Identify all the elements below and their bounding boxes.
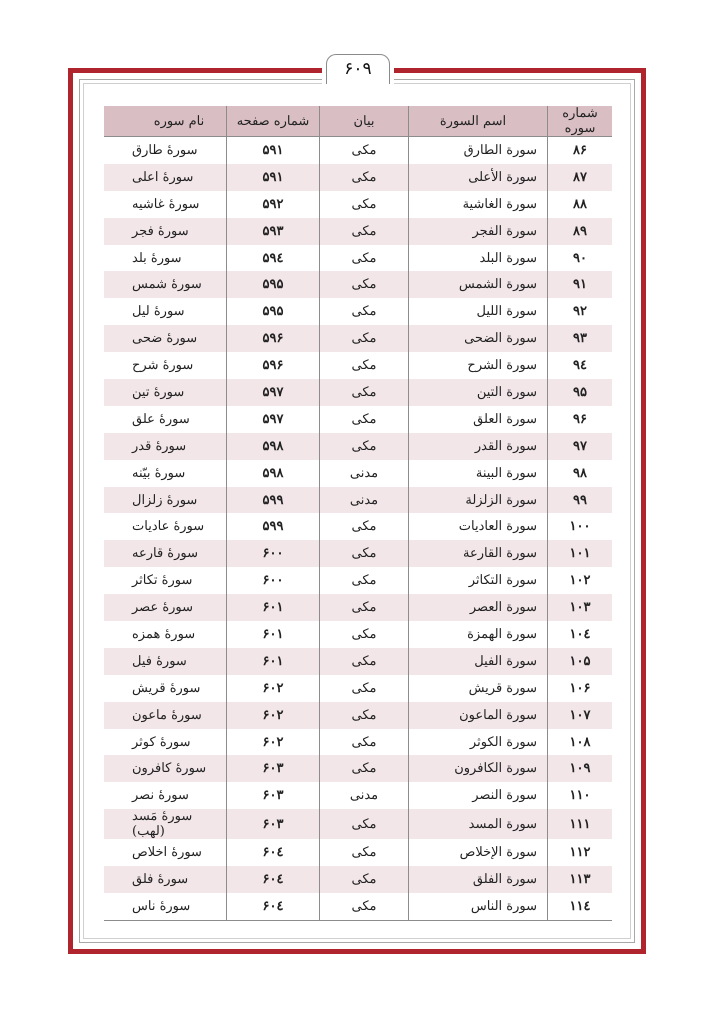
page-number: ۶۰۹ xyxy=(326,54,390,84)
cell-type: مکی xyxy=(320,594,409,621)
table-row xyxy=(104,702,612,729)
cell-name: سورهٔ همزه xyxy=(104,621,227,648)
cell-arabic-name: سورة التين xyxy=(409,379,548,406)
table-row xyxy=(104,379,612,406)
cell-type: مکی xyxy=(320,675,409,702)
cell-arabic-name: سورة الكافرون xyxy=(409,755,548,782)
surah-index-table xyxy=(104,106,612,921)
table-body xyxy=(104,137,612,921)
cell-number: ۱۰۷ xyxy=(548,702,613,729)
cell-type: مکی xyxy=(320,755,409,782)
cell-name: سورهٔ اخلاص xyxy=(104,839,227,866)
cell-number: ۹۹ xyxy=(548,487,613,514)
table-row xyxy=(104,325,612,352)
table-row xyxy=(104,137,612,164)
header-type: بیان xyxy=(320,106,409,137)
cell-page: ۶۰۱ xyxy=(227,594,320,621)
cell-page: ۵۹۱ xyxy=(227,164,320,191)
cell-arabic-name: سورة الليل xyxy=(409,298,548,325)
cell-page: ۶۰۰ xyxy=(227,567,320,594)
cell-number: ۹۷ xyxy=(548,433,613,460)
cell-arabic-name: سورة الفجر xyxy=(409,218,548,245)
cell-number: ۹۸ xyxy=(548,460,613,487)
cell-arabic-name: سورة البلد xyxy=(409,245,548,272)
table-row xyxy=(104,782,612,809)
cell-name: سورهٔ فیل xyxy=(104,648,227,675)
cell-number: ۱۰۶ xyxy=(548,675,613,702)
table-row xyxy=(104,809,612,839)
cell-type: مکی xyxy=(320,702,409,729)
cell-type: مکی xyxy=(320,513,409,540)
header-number: شماره سوره xyxy=(548,106,613,137)
cell-page: ۵۹۹ xyxy=(227,487,320,514)
cell-arabic-name: سورة الضحی xyxy=(409,325,548,352)
cell-type: مکی xyxy=(320,137,409,164)
table-row xyxy=(104,755,612,782)
cell-arabic-name: سورة الطارق xyxy=(409,137,548,164)
cell-page: ۶۰٤ xyxy=(227,866,320,893)
cell-number: ۸۹ xyxy=(548,218,613,245)
table-row xyxy=(104,298,612,325)
header-arabic-name: اسم السورة xyxy=(409,106,548,137)
cell-name: سورهٔ شرح xyxy=(104,352,227,379)
cell-name: سورهٔ بلد xyxy=(104,245,227,272)
cell-number: ۱۰٤ xyxy=(548,621,613,648)
cell-number: ۸۷ xyxy=(548,164,613,191)
table-row xyxy=(104,352,612,379)
table-row xyxy=(104,594,612,621)
cell-type: مکی xyxy=(320,540,409,567)
cell-number: ۱۱۰ xyxy=(548,782,613,809)
table-row xyxy=(104,271,612,298)
cell-page: ۶۰۳ xyxy=(227,809,320,839)
cell-name: سورهٔ نصر xyxy=(104,782,227,809)
cell-name: سورهٔ قریش xyxy=(104,675,227,702)
cell-number: ۸۶ xyxy=(548,137,613,164)
table-row xyxy=(104,164,612,191)
cell-arabic-name: سورة الفيل xyxy=(409,648,548,675)
cell-page: ۵۹۶ xyxy=(227,325,320,352)
cell-arabic-name: سورة الزلزلة xyxy=(409,487,548,514)
cell-name: سورهٔ عادیات xyxy=(104,513,227,540)
cell-name: سورهٔ عصر xyxy=(104,594,227,621)
cell-type: مکی xyxy=(320,729,409,756)
cell-name: سورهٔ اعلی xyxy=(104,164,227,191)
cell-arabic-name: سورة الهمزة xyxy=(409,621,548,648)
cell-page: ۵۹۶ xyxy=(227,352,320,379)
header-name: نام سوره xyxy=(104,106,227,137)
cell-number: ۹۲ xyxy=(548,298,613,325)
cell-type: مکی xyxy=(320,271,409,298)
cell-name: سورهٔ کوثر xyxy=(104,729,227,756)
table-row xyxy=(104,621,612,648)
table-row xyxy=(104,460,612,487)
cell-type: مکی xyxy=(320,191,409,218)
cell-page: ۵۹۱ xyxy=(227,137,320,164)
cell-arabic-name: سورة الأعلی xyxy=(409,164,548,191)
cell-page: ۵۹۲ xyxy=(227,191,320,218)
cell-type: مکی xyxy=(320,621,409,648)
cell-name: سورهٔ تکاثر xyxy=(104,567,227,594)
cell-number: ۱۱۲ xyxy=(548,839,613,866)
cell-number: ۹۰ xyxy=(548,245,613,272)
table-row xyxy=(104,218,612,245)
cell-page: ۵۹۹ xyxy=(227,513,320,540)
cell-arabic-name: سورة القارعة xyxy=(409,540,548,567)
cell-type: مکی xyxy=(320,893,409,920)
cell-type: مکی xyxy=(320,866,409,893)
cell-name: سورهٔ غاشیه xyxy=(104,191,227,218)
table-row xyxy=(104,567,612,594)
cell-name: سورهٔ ماعون xyxy=(104,702,227,729)
table-row xyxy=(104,866,612,893)
table-row xyxy=(104,487,612,514)
cell-number: ۹۵ xyxy=(548,379,613,406)
cell-page: ۵۹۳ xyxy=(227,218,320,245)
cell-number: ۱۰۲ xyxy=(548,567,613,594)
cell-type: مکی xyxy=(320,164,409,191)
cell-number: ۹۶ xyxy=(548,406,613,433)
cell-page: ۶۰۱ xyxy=(227,648,320,675)
cell-page: ۵۹۷ xyxy=(227,379,320,406)
cell-number: ۱۱۳ xyxy=(548,866,613,893)
cell-name: سورهٔ بیّنه xyxy=(104,460,227,487)
cell-type: مدنی xyxy=(320,487,409,514)
cell-arabic-name: سورة الفلق xyxy=(409,866,548,893)
cell-name: سورهٔ شمس xyxy=(104,271,227,298)
table-row xyxy=(104,648,612,675)
cell-arabic-name: سورة القدر xyxy=(409,433,548,460)
cell-page: ۶۰۳ xyxy=(227,782,320,809)
table-row xyxy=(104,540,612,567)
cell-page: ۵۹۸ xyxy=(227,433,320,460)
cell-page: ۶۰۰ xyxy=(227,540,320,567)
table-row xyxy=(104,245,612,272)
cell-type: مکی xyxy=(320,648,409,675)
cell-number: ۱۰۰ xyxy=(548,513,613,540)
table-row xyxy=(104,675,612,702)
cell-name: سورهٔ کافرون xyxy=(104,755,227,782)
cell-page: ۶۰۳ xyxy=(227,755,320,782)
cell-name: سورهٔ ناس xyxy=(104,893,227,920)
cell-arabic-name: سورة الناس xyxy=(409,893,548,920)
cell-type: مکی xyxy=(320,298,409,325)
cell-number: ۸۸ xyxy=(548,191,613,218)
cell-type: مکی xyxy=(320,218,409,245)
cell-name: سورهٔ قدر xyxy=(104,433,227,460)
cell-number: ۱۰۹ xyxy=(548,755,613,782)
cell-page: ۵۹۵ xyxy=(227,271,320,298)
cell-page: ۶۰۲ xyxy=(227,702,320,729)
cell-arabic-name: سورة البينة xyxy=(409,460,548,487)
cell-type: مکی xyxy=(320,352,409,379)
cell-arabic-name: سورة الشمس xyxy=(409,271,548,298)
cell-arabic-name: سورة النصر xyxy=(409,782,548,809)
cell-number: ۱۰۸ xyxy=(548,729,613,756)
cell-page: ۶۰۲ xyxy=(227,729,320,756)
cell-arabic-name: سورة الغاشية xyxy=(409,191,548,218)
cell-type: مکی xyxy=(320,325,409,352)
cell-type: مدنی xyxy=(320,782,409,809)
cell-type: مدنی xyxy=(320,460,409,487)
table-row xyxy=(104,729,612,756)
cell-arabic-name: سورة العاديات xyxy=(409,513,548,540)
cell-name: سورهٔ لیل xyxy=(104,298,227,325)
cell-number: ۱۰۳ xyxy=(548,594,613,621)
cell-page: ۶۰۱ xyxy=(227,621,320,648)
cell-page: ۵۹٤ xyxy=(227,245,320,272)
table-row xyxy=(104,406,612,433)
cell-type: مکی xyxy=(320,379,409,406)
cell-type: مکی xyxy=(320,809,409,839)
cell-arabic-name: سورة الماعون xyxy=(409,702,548,729)
cell-name: سورهٔ قارعه xyxy=(104,540,227,567)
cell-number: ۱۱٤ xyxy=(548,893,613,920)
cell-name: سورهٔ ضحی xyxy=(104,325,227,352)
table-row xyxy=(104,513,612,540)
cell-type: مکی xyxy=(320,245,409,272)
cell-type: مکی xyxy=(320,433,409,460)
cell-type: مکی xyxy=(320,567,409,594)
cell-arabic-name: سورة العصر xyxy=(409,594,548,621)
cell-page: ۶۰٤ xyxy=(227,893,320,920)
cell-type: مکی xyxy=(320,406,409,433)
table-row xyxy=(104,191,612,218)
table-row xyxy=(104,433,612,460)
cell-arabic-name: سورة العلق xyxy=(409,406,548,433)
cell-page: ۵۹۵ xyxy=(227,298,320,325)
cell-page: ۶۰٤ xyxy=(227,839,320,866)
cell-page: ۵۹۸ xyxy=(227,460,320,487)
table-header-row xyxy=(104,106,612,137)
cell-arabic-name: سورة الكوثر xyxy=(409,729,548,756)
cell-name: سورهٔ زلزال xyxy=(104,487,227,514)
table-row xyxy=(104,893,612,920)
cell-name: سورهٔ تین xyxy=(104,379,227,406)
cell-number: ۱۰۵ xyxy=(548,648,613,675)
header-page: شماره صفحه xyxy=(227,106,320,137)
cell-number: ۱۰۱ xyxy=(548,540,613,567)
cell-arabic-name: سورة قريش xyxy=(409,675,548,702)
cell-arabic-name: سورة التكاثر xyxy=(409,567,548,594)
cell-page: ۶۰۲ xyxy=(227,675,320,702)
cell-name: سورهٔ مَسد (لهب) xyxy=(104,809,227,839)
cell-name: سورهٔ فجر xyxy=(104,218,227,245)
cell-type: مکی xyxy=(320,839,409,866)
cell-name: سورهٔ طارق xyxy=(104,137,227,164)
cell-number: ۹۱ xyxy=(548,271,613,298)
cell-number: ۹٤ xyxy=(548,352,613,379)
table-row xyxy=(104,839,612,866)
cell-number: ۱۱۱ xyxy=(548,809,613,839)
cell-number: ۹۳ xyxy=(548,325,613,352)
cell-name: سورهٔ فلق xyxy=(104,866,227,893)
cell-arabic-name: سورة المسد xyxy=(409,809,548,839)
cell-name: سورهٔ علق xyxy=(104,406,227,433)
cell-arabic-name: سورة الإخلاص xyxy=(409,839,548,866)
cell-arabic-name: سورة الشرح xyxy=(409,352,548,379)
cell-page: ۵۹۷ xyxy=(227,406,320,433)
